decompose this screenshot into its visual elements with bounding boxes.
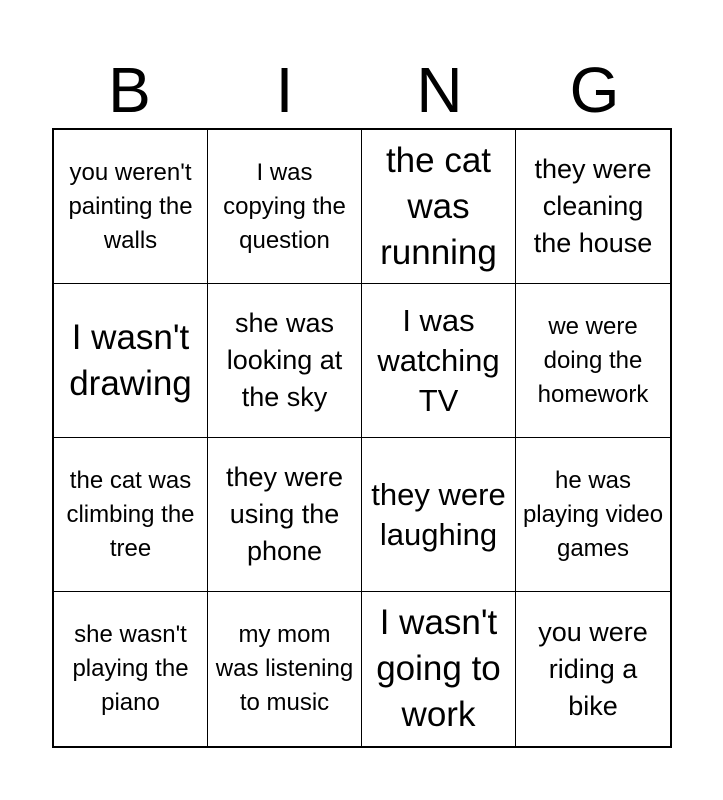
header-letter-n: N [416, 54, 463, 126]
header-letter-b: B [108, 54, 151, 126]
bingo-cell[interactable] [362, 284, 516, 438]
cell-text: I was copying the question [223, 158, 346, 254]
bingo-cell[interactable] [516, 438, 670, 592]
bingo-cell[interactable] [208, 284, 362, 438]
cell-text: I wasn't drawing [69, 317, 192, 403]
cell-text: they were using the phone [225, 462, 344, 566]
cell-text: she was looking at the sky [226, 308, 343, 412]
bingo-cell[interactable] [54, 438, 208, 592]
bingo-board [52, 128, 672, 748]
bingo-cell[interactable] [54, 284, 208, 438]
cell-text: she wasn't playing the piano [72, 621, 189, 716]
bingo-header [52, 52, 672, 128]
cell-text: the cat was climbing the tree [66, 466, 195, 562]
bingo-cell[interactable] [516, 592, 670, 746]
bingo-cell[interactable] [516, 284, 670, 438]
cell-text: I was watching TV [377, 302, 500, 418]
header-letter-i: I [275, 54, 294, 126]
bingo-cell[interactable] [362, 438, 516, 592]
header-letter-g: G [569, 54, 620, 126]
cell-text: you were riding a bike [538, 616, 648, 721]
bingo-cell[interactable] [208, 130, 362, 284]
bingo-cell[interactable] [208, 592, 362, 746]
cell-text: I wasn't going to work [376, 603, 501, 734]
cell-text: they were cleaning the house [533, 154, 653, 258]
cell-text: you weren't painting the walls [68, 158, 193, 254]
bingo-cell[interactable] [362, 592, 516, 746]
cell-text: they were laughing [371, 476, 506, 552]
cell-text: my mom was listening to music [215, 621, 354, 716]
bingo-cell[interactable] [54, 130, 208, 284]
bingo-cell[interactable] [362, 130, 516, 284]
cell-text: he was playing video games [522, 466, 664, 562]
cell-text: we were doing the homework [537, 312, 649, 408]
cell-text: the cat was running [380, 140, 497, 272]
bingo-cell[interactable] [208, 438, 362, 592]
bingo-cell[interactable] [54, 592, 208, 746]
bingo-cell[interactable] [516, 130, 670, 284]
